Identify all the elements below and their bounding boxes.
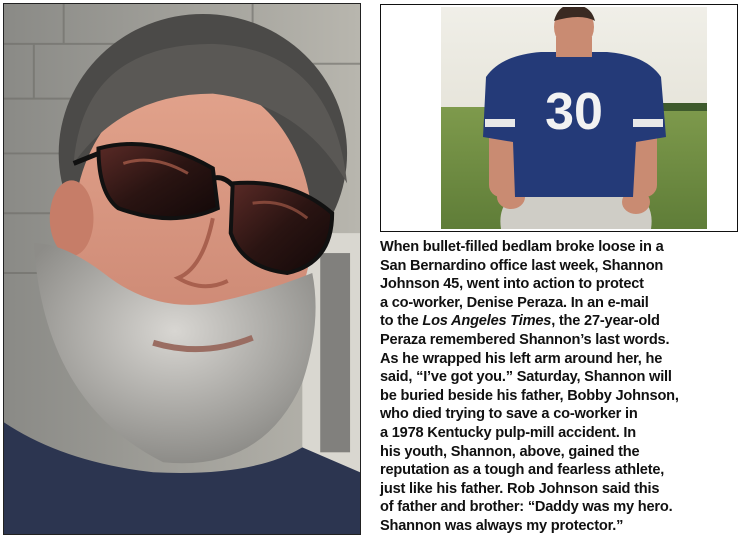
newspaper-name: Los Angeles Times xyxy=(422,313,552,330)
caption-line-9: be buried beside his father, Bobby Johnson, xyxy=(380,387,679,404)
caption-line-2: San Bernardino office last week, Shannon xyxy=(380,257,664,274)
caption-line-13: reputation as a tough and fearless athlete, xyxy=(380,462,665,479)
caption-line-5 xyxy=(380,312,742,331)
football-photo-frame xyxy=(380,4,738,232)
caption-line-4: a co-worker, Denise Peraza. In an e-mail xyxy=(380,294,649,311)
caption-line-8: said, “I’ve got you.” Saturday, Shannon will xyxy=(380,369,672,386)
caption-line-12: his youth, Shannon, above, gained the xyxy=(380,443,640,460)
caption xyxy=(380,238,742,536)
caption-line-16: Shannon was always my protector.” xyxy=(380,517,624,534)
caption-line-15: of father and brother: “Daddy was my hero. xyxy=(380,499,673,516)
football-photo xyxy=(441,7,707,229)
caption-line-6: Peraza remembered Shannon’s last words. xyxy=(380,331,670,348)
caption-line-5-a: to the xyxy=(380,313,423,330)
portrait-photo xyxy=(3,3,361,535)
caption-line-3: Johnson 45, went into action to protect xyxy=(380,276,644,293)
jersey-number: 30 xyxy=(545,83,603,141)
caption-line-7: As he wrapped his left arm around her, he xyxy=(380,350,663,367)
caption-line-10: who died trying to save a co-worker in xyxy=(380,406,638,423)
caption-line-14: just like his father. Rob Johnson said this xyxy=(380,480,660,497)
caption-line-11: a 1978 Kentucky pulp-mill accident. In xyxy=(380,424,636,441)
caption-line-5-b: , the 27-year-old xyxy=(551,313,660,330)
caption-line-1: When bullet-filled bedlam broke loose in a xyxy=(380,239,664,255)
